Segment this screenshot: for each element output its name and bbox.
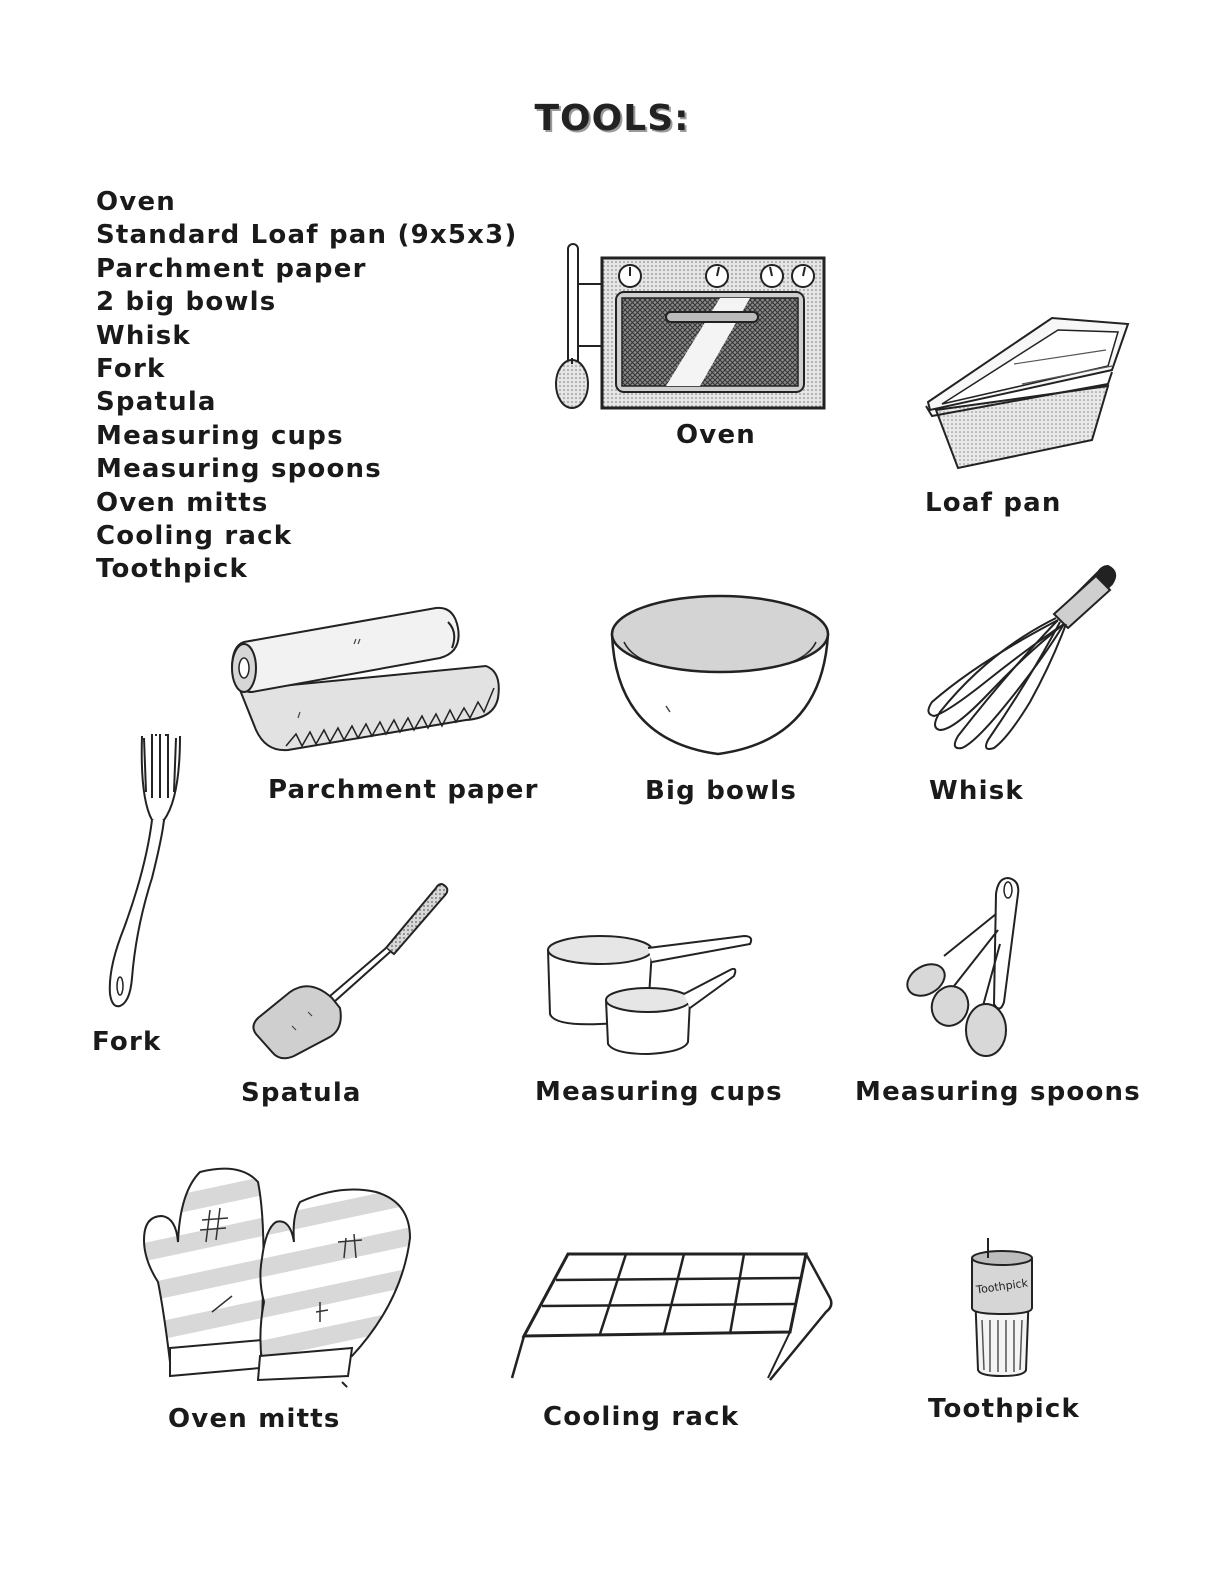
bowl-icon: [608, 590, 833, 762]
measuring-spoons-label: Measuring spoons: [855, 1077, 1141, 1107]
tool-list-item: 2 big bowls: [96, 287, 277, 318]
tool-list-item: Oven: [96, 187, 176, 217]
oven-icon: [550, 240, 830, 412]
tool-list-item: Fork: [96, 354, 166, 385]
tool-list-item: Measuring cups: [96, 420, 344, 451]
big-bowls-label: Big bowls: [645, 776, 798, 806]
oven-label: Oven: [676, 420, 756, 450]
whisk-label: Whisk: [929, 776, 1024, 806]
oven-mitts-icon: [140, 1162, 420, 1392]
parchment-paper-icon: [226, 600, 506, 760]
tool-list-item: Parchment paper: [96, 253, 367, 284]
fork-icon: [100, 728, 190, 1013]
parchment-paper-label: Parchment paper: [268, 775, 539, 805]
measuring-spoons-icon: [900, 874, 1030, 1059]
loaf-pan-label: Loaf pan: [925, 488, 1062, 518]
cooling-rack-icon: [508, 1248, 838, 1388]
measuring-cups-icon: [544, 928, 759, 1058]
tool-list-item: Measuring spoons: [96, 454, 382, 485]
tool-list-item: Spatula: [96, 387, 217, 418]
tool-list: [96, 186, 518, 587]
toothpick-jar-icon: [968, 1234, 1038, 1380]
cooling-rack-label: Cooling rack: [543, 1402, 740, 1432]
oven-mitts-label: Oven mitts: [168, 1404, 341, 1434]
spatula-icon: [250, 880, 455, 1065]
loaf-pan-icon: [922, 310, 1132, 475]
page-title: TOOLS:: [534, 98, 690, 139]
tool-list-item: Standard Loaf pan (9x5x3): [96, 220, 518, 251]
tool-list-item: Cooling rack: [96, 521, 293, 552]
tool-list-item: Toothpick: [96, 554, 248, 585]
whisk-icon: [918, 562, 1123, 757]
measuring-cups-label: Measuring cups: [535, 1077, 783, 1107]
toothpick-label: Toothpick: [928, 1394, 1080, 1424]
tool-list-item: Whisk: [96, 320, 191, 351]
fork-label: Fork: [92, 1027, 162, 1057]
spatula-label: Spatula: [241, 1078, 362, 1108]
tool-list-item: Oven mitts: [96, 487, 269, 518]
toothpick-jar-text: Toothpick: [975, 1276, 1029, 1297]
